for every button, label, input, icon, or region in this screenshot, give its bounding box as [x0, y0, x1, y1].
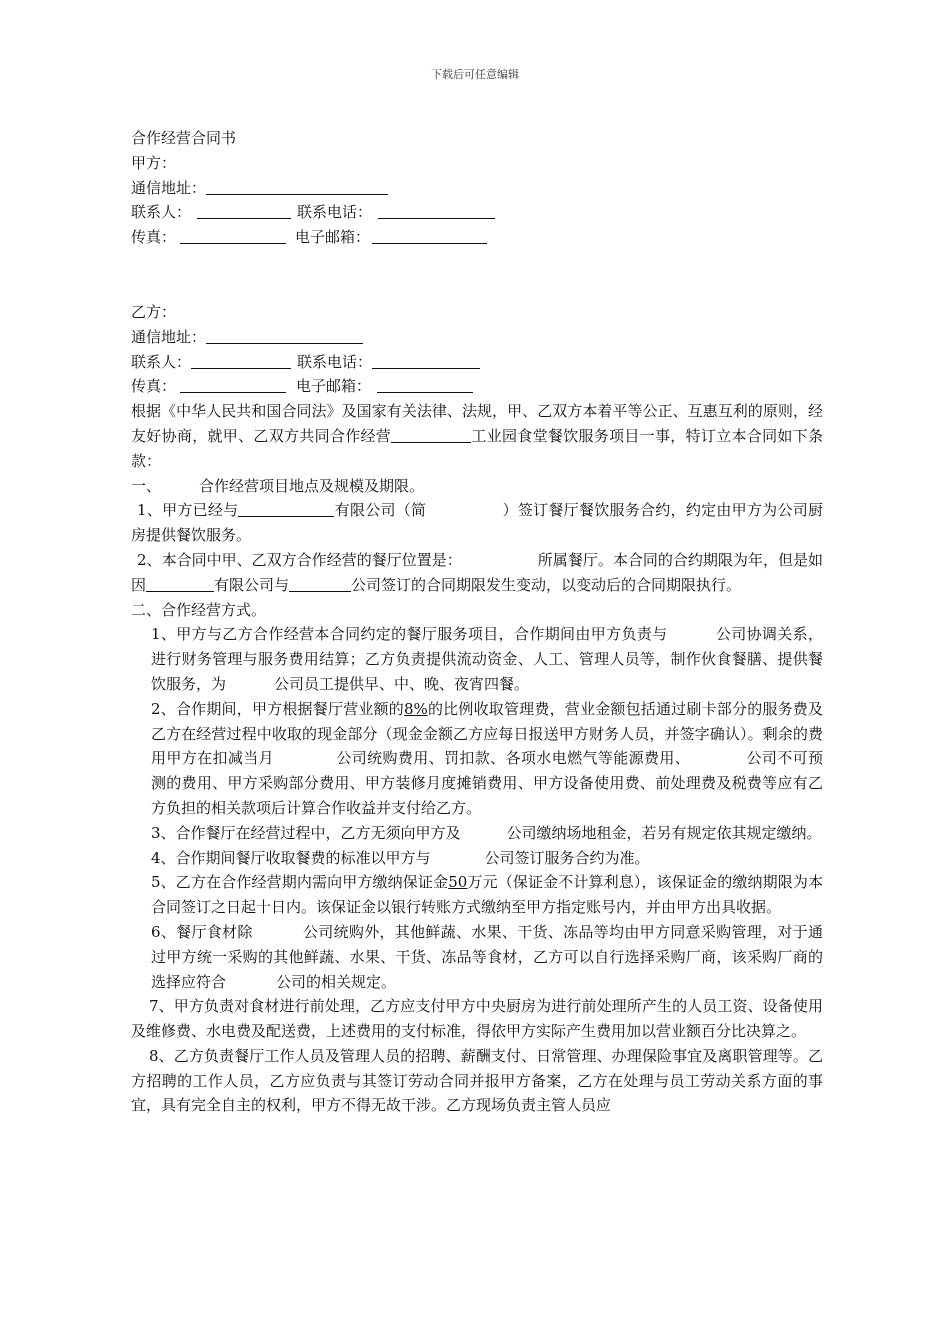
party-b-contact-label: 联系人：	[131, 352, 192, 371]
preamble-paragraph	[131, 399, 823, 473]
s2-item4-text-b: 公司签订服务合约为准。	[484, 848, 650, 867]
party-a-address-line	[131, 176, 823, 201]
s2-item7-text: 7、甲方负责对食材进行前处理，乙方应支付甲方中央厨房为进行前处理所产生的人员工资、设备使用及维修费、水电费及配送费，上述费用的支付标准，得依甲方实际产生费用加以营业额百分比决算之。	[131, 997, 823, 1041]
s2-item3-text-a: 3、合作餐厅在经营过程中，乙方无须向甲方及	[151, 823, 461, 842]
section2-item8	[131, 1044, 823, 1118]
s2-item5-text-b: 万元（保证金不计算利息），该保证金的缴纳期限为本合同签订之日起十日内。该保证金以银行转账方式缴纳至甲方指定账号内，并由甲方出具收据。	[151, 873, 823, 917]
party-a-contact-line	[131, 200, 823, 225]
s2-item1-text-b: 公司协调关系，进行财务管理与服务费用结算；乙方负责提供流动资金、人工、管理人员等，制作伙食餐膳、提供餐饮服务，为	[151, 625, 823, 693]
section2-item7	[131, 994, 823, 1044]
section2-heading: 二、合作经营方式。	[131, 600, 267, 619]
s1-item2-text-a: 2、本合同中甲、乙双方合作经营的餐厅位置是：	[137, 550, 462, 569]
s1-item1-text-b: 有限公司（简	[334, 501, 427, 520]
s2-item2-text-b: 的比例收取管理费，营业金额包括通过刷卡部分的服务费及乙方在经营过程中收取的现金部分（现金金额乙方应每日报送甲方财务人员，并签字确认）。剩余的费用甲方在扣减当月	[151, 699, 823, 768]
s2-item3-text-b: 公司缴纳场地租金，若另有规定依其规定缴纳。	[506, 823, 822, 842]
party-b-phone-blank	[372, 354, 480, 369]
party-a-phone-blank	[378, 204, 495, 219]
s2-item2-rate: 8%	[403, 699, 428, 718]
s2-item6-text-c: 公司的相关规定。	[276, 972, 397, 991]
section2-item4	[151, 846, 823, 871]
party-b-phone-label: 联系电话：	[297, 352, 373, 371]
s1-item2-text-c: 有限公司与	[214, 575, 290, 594]
party-a-email-blank	[372, 229, 487, 244]
s2-item8-text: 8、乙方负责餐厅工作人员及管理人员的招聘、薪酬支付、日常管理、办理保险事宜及离职管理等。乙方招聘的工作人员，乙方应负责与其签订劳动合同并报甲方备案，乙方在处理与员工劳动关系方面的事宜，具有完全自主的权利，甲方不得无故干涉。乙方现场负责主管人员应	[131, 1046, 823, 1115]
s1-item1-text-a: 1、甲方已经与	[137, 501, 239, 520]
preamble-blank	[391, 428, 471, 443]
section1-number: 一、	[131, 476, 162, 495]
s2-item5-amount: 50	[448, 873, 468, 892]
party-b-contact-blank	[191, 354, 291, 369]
section2-item5	[151, 870, 823, 920]
s2-item6-text-a: 6、餐厅食材除	[151, 922, 253, 941]
preamble-text-a: 根据《中华人民共和国合同法》及国家有关法律、法规，甲、乙双方本着平等公正、互惠互利的原则，经友好协商，就甲、乙双方共同合作经营	[131, 402, 823, 445]
party-b-fax-line	[131, 374, 823, 399]
party-a-phone-label: 联系电话：	[297, 203, 373, 222]
section2-item6	[151, 920, 823, 994]
party-b-contact-line	[131, 350, 823, 375]
section2-item3	[151, 821, 823, 846]
party-a-contact-label: 联系人：	[131, 203, 192, 222]
party-a-email-label: 电子邮箱：	[295, 228, 371, 247]
s1-item2-blank-2	[289, 577, 351, 592]
s2-item1-text-a: 1、甲方与乙方合作经营本合同约定的餐厅服务项目，合作期间由甲方负责与	[151, 625, 668, 644]
preamble-text-b: 工业园食堂餐饮服务项目一事，特订立本合同如下条款：	[131, 426, 823, 470]
contract-document	[131, 126, 823, 1118]
s1-item2-blank-1	[146, 577, 214, 592]
party-a-address-label: 通信地址：	[131, 178, 207, 197]
party-b-email-blank	[377, 378, 473, 393]
document-title: 合作经营合同书	[131, 129, 237, 147]
s1-item2-text-b: 所属餐厅。本合同的合约期限为年，但是如因	[131, 550, 823, 594]
s2-item6-text-b: 公司统购外，其他鲜蔬、水果、干货、冻品等均由甲方同意采购管理，对于通过甲方统一采购的其他鲜蔬、水果、干货、冻品等食材，乙方可以自行选择采购厂商，该采购厂商的选择应符合	[151, 922, 823, 991]
section1-item2	[131, 548, 823, 598]
s1-item1-blank	[238, 502, 334, 517]
party-b-address-blank	[206, 329, 363, 344]
s2-item2-text-d: 公司不可预测的费用、甲方采购部分费用、甲方装修月度摊销费用、甲方设备使用费、前处理费及税费等应有乙方负担的相关款项后计算合作收益并支付给乙方。	[151, 749, 823, 817]
section2-item1	[151, 622, 823, 696]
s2-item2-text-a: 2、合作期间，甲方根据餐厅营业额的	[151, 699, 404, 718]
party-a-label: 甲方：	[131, 153, 177, 172]
party-b-email-label: 电子邮箱：	[296, 377, 372, 396]
party-b-label: 乙方：	[131, 302, 177, 321]
section2-item2	[151, 697, 823, 821]
party-a-contact-blank	[197, 204, 291, 219]
party-a-address-blank	[206, 180, 388, 195]
s2-item4-text-a: 4、合作期间餐厅收取餐费的标准以甲方与	[151, 848, 431, 867]
party-b-fax-label: 传真：	[131, 377, 177, 396]
party-a-fax-label: 传真：	[131, 228, 177, 247]
s2-item2-text-c: 公司统购费用、罚扣款、各项水电燃气等能源费用、	[336, 749, 691, 768]
s2-item1-text-c: 公司员工提供早、中、晚、夜宵四餐。	[274, 674, 530, 693]
s2-item5-text-a: 5、乙方在合作经营期内需向甲方缴纳保证金	[151, 873, 449, 892]
party-a-fax-blank	[180, 229, 286, 244]
s1-item1-text-c: ）签订餐厅餐饮服务合约，约定由甲方为公司厨房提供餐饮服务。	[131, 501, 823, 545]
party-b-address-line	[131, 325, 823, 350]
section1-title: 合作经营项目地点及规模及期限。	[199, 476, 425, 495]
party-b-fax-blank	[180, 378, 286, 393]
s1-item2-text-d: 公司签订的合同期限发生变动，以变动后的合同期限执行。	[351, 575, 742, 594]
party-b-address-label: 通信地址：	[131, 327, 207, 346]
section1-heading	[131, 474, 823, 499]
section1-item1	[131, 498, 823, 548]
page-header-note: 下载后可任意编辑	[431, 68, 519, 81]
party-a-fax-line	[131, 225, 823, 250]
